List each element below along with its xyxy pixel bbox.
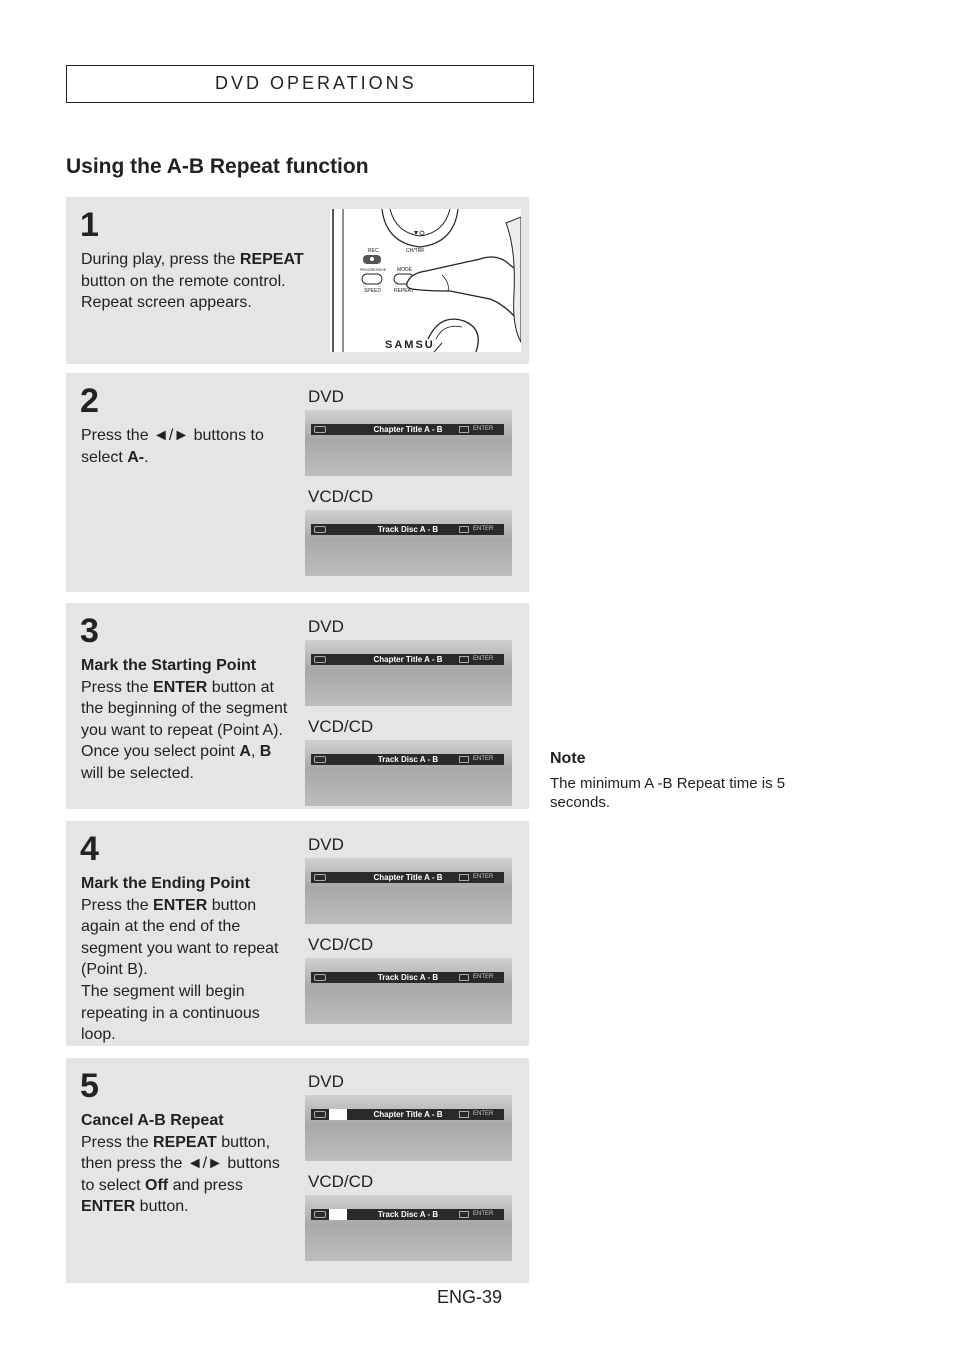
note-text: The minimum A -B Repeat time is 5 seconds. [550,775,786,811]
osd-bar: Track Disc A - B ENTER [311,1209,504,1220]
osd-bar: Chapter Title A - B ENTER [311,1109,504,1120]
page-number: ENG-39 [437,1287,503,1307]
osd-bar: Track Disc A - B ENTER [311,524,504,535]
svg-text:PROGRESSIVE: PROGRESSIVE [360,268,387,272]
arrow-icon [459,1111,469,1118]
step-1 [66,197,529,364]
step-5 [66,1058,529,1283]
dvd-osd-screen [305,640,512,706]
section-title: DVD OPERATIONS [215,73,417,93]
arrow-icon [459,656,469,663]
osd-bar: Chapter Title A - B ENTER [311,654,504,665]
step-heading: Mark the Starting Point [81,657,257,674]
vcd-osd-screen [305,510,512,576]
remote-control-illustration [330,209,521,352]
svg-text:SPEED: SPEED [364,288,381,294]
svg-text:REPEAT: REPEAT [394,288,414,294]
repeat-icon [314,656,326,663]
dvd-label: DVD [308,1072,344,1091]
step-3 [66,603,529,809]
osd-bar: Chapter Title A - B ENTER [311,872,504,883]
page-title: Using the A-B Repeat function [66,155,369,178]
step-number: 3 [80,612,99,650]
step-heading: Mark the Ending Point [81,875,250,892]
step-number: 1 [80,206,99,244]
osd-bar: Track Disc A - B ENTER [311,754,504,765]
repeat-icon [314,874,326,881]
svg-text:REC: REC [368,248,379,254]
vcd-label: VCD/CD [308,1172,374,1191]
vcd-osd-screen [305,740,512,806]
vcd-label: VCD/CD [308,487,374,506]
vcd-label: VCD/CD [308,717,374,736]
vcd-osd-screen [305,1195,512,1261]
step-number: 5 [80,1067,99,1105]
svg-text:MODE: MODE [397,267,412,273]
osd-bar: Track Disc A - B ENTER [311,972,504,983]
arrow-icon [459,974,469,981]
dvd-osd-screen [305,410,512,476]
svg-text:SAMSU: SAMSU [385,339,435,351]
step-number: 2 [80,382,99,420]
step-number: 4 [80,830,99,868]
repeat-icon [314,426,326,433]
repeat-icon [314,1111,326,1118]
repeat-icon [314,526,326,533]
dvd-label: DVD [308,387,344,406]
dvd-label: DVD [308,617,344,636]
dvd-osd-screen [305,858,512,924]
step-instruction: Cancel A-B Repeat Press the REPEAT button, then press the ◄/► buttons to select Off and press ENTER button. [81,1110,296,1218]
section-header [66,65,534,103]
arrow-icon [459,426,469,433]
osd-bar: Chapter Title A - B ENTER [311,424,504,435]
svg-text:CH/TRK: CH/TRK [406,248,425,254]
arrow-icon [459,756,469,763]
step-2 [66,373,529,592]
step-instruction: Press the ◄/► buttons to select A-. [81,427,264,466]
dvd-osd-screen [305,1095,512,1161]
repeat-icon [314,974,326,981]
dvd-label: DVD [308,835,344,854]
step-instruction: During play, press the REPEAT button on the remote control. Repeat screen appears. [81,251,304,312]
arrow-icon [459,1211,469,1218]
vcd-osd-screen [305,958,512,1024]
step-instruction: Mark the Starting Point Press the ENTER button at the beginning of the segment you want to repeat (Point A). Once you select point A, B will be selected. [81,655,296,785]
arrow-icon [459,874,469,881]
step-heading: Cancel A-B Repeat [81,1112,224,1129]
note-title: Note [550,750,586,767]
arrow-icon [459,526,469,533]
step-4 [66,821,529,1046]
step-instruction: Mark the Ending Point Press the ENTER button again at the end of the segment you want to repeat (Point B). The segment will begin repeating in a continuous loop. [81,873,296,1046]
repeat-icon [314,756,326,763]
vcd-label: VCD/CD [308,935,374,954]
repeat-icon [314,1211,326,1218]
